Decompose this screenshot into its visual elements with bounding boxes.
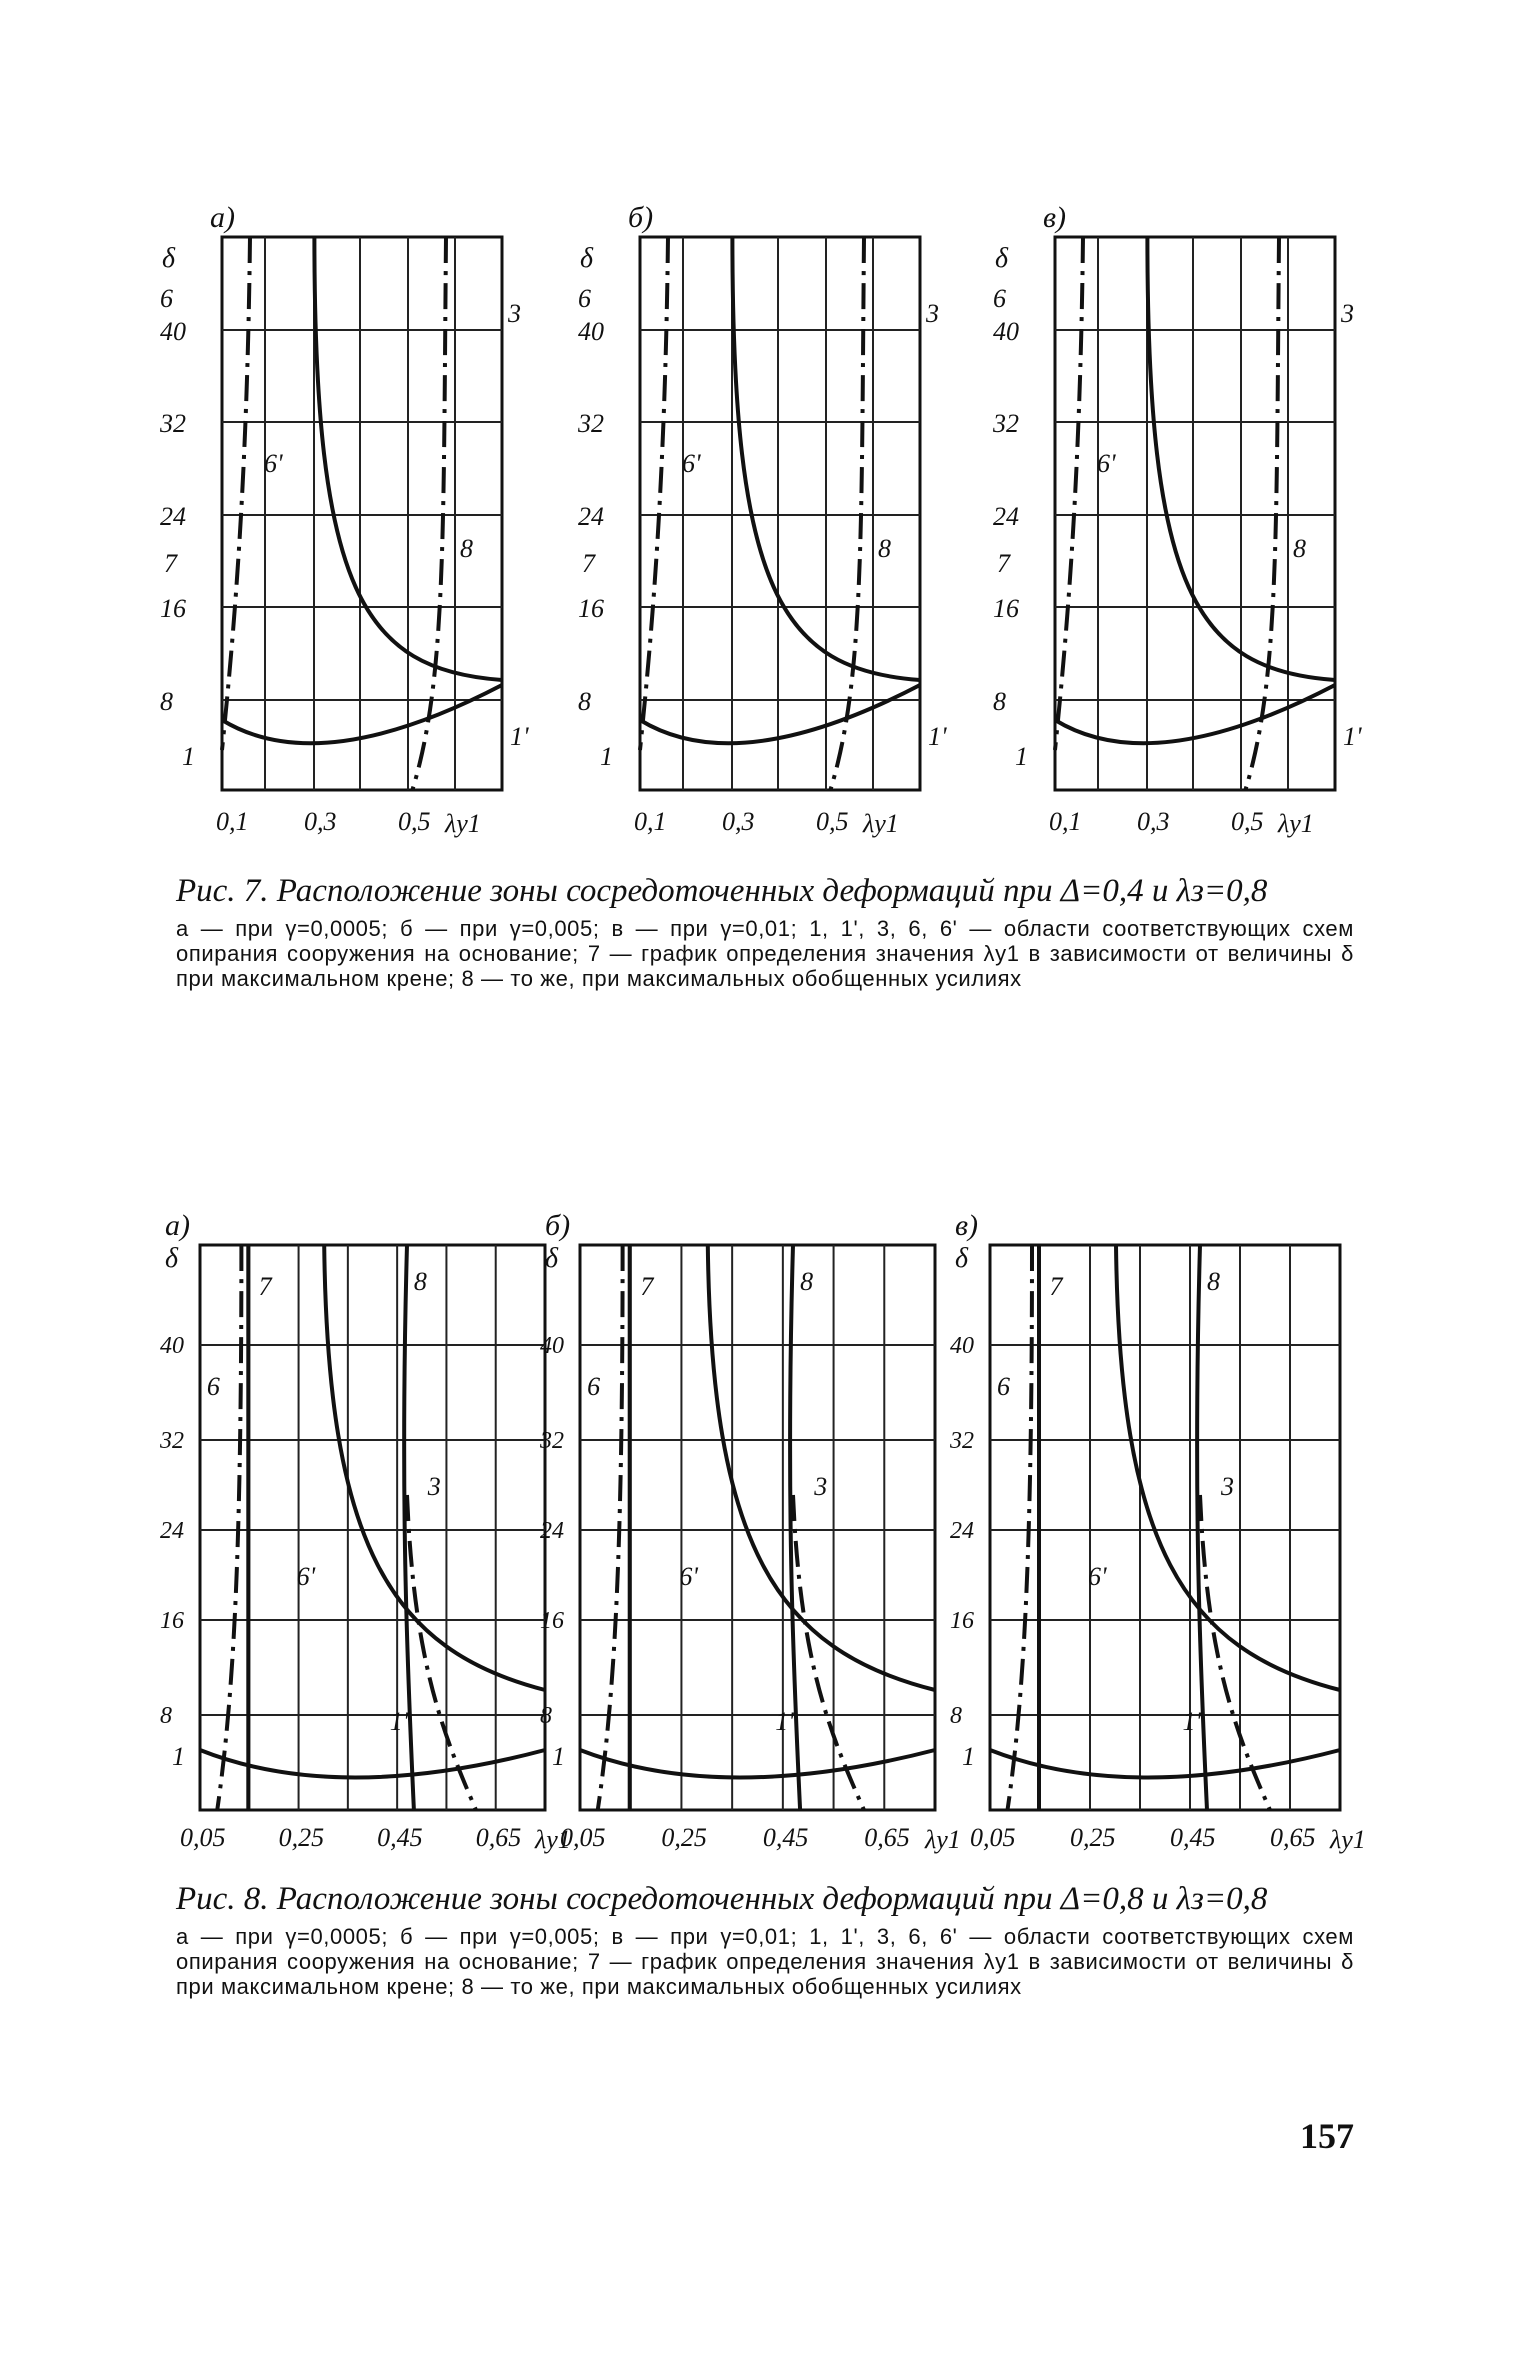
fig7-b-curve-label-6: 6 (578, 284, 591, 313)
fig8-b-curve-label-7: 7 (640, 1272, 654, 1301)
fig8-v-x-tick-label: 0,05 (970, 1823, 1016, 1852)
fig8-a-x-tick-label: 0,45 (377, 1823, 423, 1852)
fig7-a-curve-label-8: 8 (460, 534, 473, 563)
fig8-b-y-tick-label: 24 (540, 1518, 564, 1544)
fig7-b-curve-8 (830, 237, 864, 790)
fig8-v-panel-label: в) (955, 1209, 979, 1242)
fig7-a-x-tick-label: 0,1 (216, 807, 249, 836)
fig7-a-y-tick-label: 8 (160, 687, 173, 716)
fig7-b-panel-label: б) (628, 201, 654, 234)
fig8-b-frame (580, 1245, 935, 1810)
fig8-a-x-axis-symbol: λy1 (535, 1825, 571, 1854)
fig8-v-x-tick-label: 0,25 (1070, 1823, 1116, 1852)
fig8-v-frame (990, 1245, 1340, 1810)
fig7-v-y-tick-label: 32 (993, 409, 1019, 438)
fig8-v-curve-6prime (1116, 1245, 1340, 1690)
fig7-b-y-tick-label: 8 (578, 687, 591, 716)
fig8-b-y-tick-label: 32 (540, 1428, 564, 1454)
fig8-b-x-tick-label: 0,05 (560, 1823, 606, 1852)
fig8-a-curve-3 (407, 1495, 476, 1810)
fig8-b-x-tick-label: 0,65 (864, 1823, 910, 1852)
fig8-a-x-tick-label: 0,25 (278, 1823, 325, 1852)
fig8-a-y-tick-label: 40 (160, 1333, 184, 1359)
figure-7-caption (176, 872, 1354, 991)
figure-8-caption-title: Рис. 8. Расположение зоны сосредоточенных деформаций при Δ=0,8 и λз=0,8 (176, 1881, 1268, 1917)
fig8-v-y-tick-label: 16 (950, 1608, 974, 1634)
fig8-v-x-tick-label: 0,65 (1270, 1823, 1316, 1852)
fig7-a-y-axis-symbol: δ (162, 243, 176, 274)
fig7-b-curve-7 (640, 237, 668, 750)
fig7-b-x-tick-label: 0,5 (816, 807, 849, 836)
fig7-b-y-tick-label: 40 (578, 317, 604, 346)
fig7-a-curve-label-7: 7 (164, 549, 177, 578)
fig7-a-panel-label: a) (210, 201, 235, 234)
fig7-a-curve-8 (412, 237, 446, 790)
fig7-v-curve-label-1: 1 (1015, 742, 1028, 771)
fig8-b-curve-1 (580, 1750, 935, 1778)
figure-7-caption-body: а — при γ=0,0005; б — при γ=0,005; в — при γ=0,01; 1, 1', 3, 6, 6' — области соответствующих схем опирания сооружения на основание; 7 — график определения значения λу1 в зависимости от величины δ при максимальном крене; 8 — то же, при максимальных обобщенных усилиях (176, 916, 1354, 991)
fig8-a-curve-label-1: 1 (172, 1742, 185, 1771)
fig8-b-y-axis-symbol: δ (545, 1243, 559, 1274)
fig7-b-x-axis-symbol: λy1 (863, 809, 899, 838)
fig8-b-x-tick-label: 0,25 (661, 1823, 707, 1852)
fig7-a-curve-label-1prime: 1' (510, 722, 529, 751)
fig8-b-curve-3 (793, 1495, 864, 1810)
fig8-v-curve-label-1prime: 1' (1182, 1707, 1202, 1736)
fig8-b-panel-label: б) (545, 1209, 571, 1242)
fig7-v-y-axis-symbol: δ (995, 243, 1009, 274)
fig7-a-curve-label-3: 3 (508, 299, 521, 328)
fig8-a-y-tick-label: 8 (160, 1703, 172, 1729)
fig8-v-y-axis-symbol: δ (955, 1243, 969, 1274)
fig8-v-y-tick-label: 24 (950, 1518, 974, 1544)
fig8-b-curve-label-6: 6 (587, 1372, 601, 1401)
fig8-b-curve-label-6prime: 6' (679, 1562, 698, 1591)
fig7-a-y-tick-label: 40 (160, 317, 186, 346)
fig8-v-curve-3 (1200, 1495, 1270, 1810)
figure-8-caption (176, 1880, 1354, 1999)
fig8-a-curve-label-8: 8 (413, 1267, 427, 1296)
fig7-b-x-tick-label: 0,1 (634, 807, 667, 836)
fig7-v-curve-label-1prime: 1' (1343, 722, 1362, 751)
fig8-a-curve-label-6: 6 (206, 1372, 220, 1401)
fig8-v-curve-label-6prime: 6' (1088, 1562, 1107, 1591)
fig7-b-curve-label-8: 8 (878, 534, 891, 563)
fig7-a-y-tick-label: 32 (160, 409, 186, 438)
fig8-a-y-tick-label: 24 (160, 1518, 184, 1544)
fig8-b-y-tick-label: 8 (540, 1703, 552, 1729)
fig7-v-curve-label-3: 3 (1341, 299, 1354, 328)
fig8-a-curve-label-1prime: 1' (389, 1707, 409, 1736)
fig8-b-y-tick-label: 40 (540, 1333, 564, 1359)
fig7-a-x-tick-label: 0,3 (304, 807, 337, 836)
fig7-a-y-tick-label: 24 (160, 502, 186, 531)
fig7-v-curve-label-6: 6 (993, 284, 1006, 313)
fig7-a-y-tick-label: 16 (160, 594, 186, 623)
fig8-v-curve-label-8: 8 (1207, 1267, 1220, 1296)
fig8-v-y-tick-label: 8 (950, 1703, 962, 1729)
fig7-v-x-tick-label: 0,5 (1231, 807, 1264, 836)
fig8-a-x-tick-label: 0,05 (180, 1823, 226, 1852)
fig7-b-curve-label-1: 1 (600, 742, 613, 771)
fig8-v-curve-1 (990, 1750, 1340, 1778)
fig8-v-y-tick-label: 32 (950, 1428, 974, 1454)
fig8-a-y-tick-label: 16 (160, 1608, 184, 1634)
fig7-a-curve-label-1: 1 (182, 742, 195, 771)
fig8-a-curve-label-3: 3 (427, 1472, 441, 1501)
fig8-a-x-tick-label: 0,65 (475, 1823, 522, 1852)
fig7-a-x-tick-label: 0,5 (398, 807, 431, 836)
fig7-b-curve-label-6prime: 6' (682, 449, 701, 478)
fig8-a-curve-6prime (324, 1245, 545, 1690)
fig8-b-x-tick-label: 0,45 (762, 1823, 809, 1852)
fig7-b-y-tick-label: 16 (578, 594, 604, 623)
fig7-v-x-tick-label: 0,1 (1049, 807, 1082, 836)
fig8-a-curve-label-7: 7 (258, 1272, 272, 1301)
fig7-v-y-tick-label: 16 (993, 594, 1019, 623)
fig7-a-curve-label-6: 6 (160, 284, 173, 313)
fig7-b-x-tick-label: 0,3 (722, 807, 755, 836)
fig8-b-y-tick-label: 16 (540, 1608, 564, 1634)
fig8-v-curve-label-6: 6 (997, 1372, 1010, 1401)
fig7-v-curve-7 (1055, 237, 1083, 750)
figure-8-caption-body: а — при γ=0,0005; б — при γ=0,005; в — при γ=0,01; 1, 1', 3, 6, 6' — области соответствующих схем опирания сооружения на основание; 7 — график определения значения λу1 в зависимости от величины δ при максимальном крене; 8 — то же, при максимальных обобщенных усилиях (176, 1924, 1354, 1999)
fig7-v-panel-label: в) (1043, 201, 1067, 234)
fig7-v-curve-label-8: 8 (1293, 534, 1306, 563)
fig7-a-curve-label-6prime: 6' (264, 449, 283, 478)
figure-7-caption-title: Рис. 7. Расположение зоны сосредоточенных деформаций при Δ=0,4 и λз=0,8 (176, 873, 1268, 909)
fig8-v-curve-6 (1008, 1245, 1033, 1810)
fig8-v-x-tick-label: 0,45 (1170, 1823, 1216, 1852)
fig8-a-frame (200, 1245, 545, 1810)
fig8-b-curve-label-3: 3 (814, 1472, 828, 1501)
fig7-b-y-tick-label: 24 (578, 502, 604, 531)
fig8-a-panel-label: а) (165, 1209, 190, 1242)
fig7-v-x-axis-symbol: λy1 (1278, 809, 1314, 838)
fig8-b-x-axis-symbol: λy1 (925, 1825, 961, 1854)
fig8-v-x-axis-symbol: λy1 (1330, 1825, 1366, 1854)
fig8-v-y-tick-label: 40 (950, 1333, 974, 1359)
fig7-b-curve-label-1prime: 1' (928, 722, 947, 751)
fig8-b-curve-6 (598, 1245, 623, 1810)
fig8-a-curve-label-6prime: 6' (296, 1562, 316, 1591)
fig8-a-curve-6 (217, 1245, 241, 1810)
fig8-b-curve-label-1prime: 1' (775, 1707, 794, 1736)
fig7-v-curve-label-7: 7 (997, 549, 1010, 578)
fig8-b-curve-6prime (708, 1245, 935, 1690)
fig7-v-x-tick-label: 0,3 (1137, 807, 1170, 836)
fig8-a-y-tick-label: 32 (160, 1428, 184, 1454)
fig8-v-curve-label-7: 7 (1049, 1272, 1063, 1301)
fig7-v-y-tick-label: 8 (993, 687, 1006, 716)
fig7-b-y-axis-symbol: δ (580, 243, 594, 274)
fig8-v-curve-label-1: 1 (962, 1742, 975, 1771)
fig7-b-curve-label-7: 7 (582, 549, 595, 578)
fig8-b-curve-label-1: 1 (552, 1742, 565, 1771)
fig7-v-y-tick-label: 40 (993, 317, 1019, 346)
page-number: 157 (1300, 2116, 1354, 2156)
figure-7-charts (0, 0, 1535, 890)
fig7-b-curve-label-3: 3 (926, 299, 939, 328)
fig8-b-curve-label-8: 8 (800, 1267, 814, 1296)
fig8-v-curve-label-3: 3 (1221, 1472, 1234, 1501)
fig8-a-curve-1 (200, 1750, 545, 1778)
fig7-b-y-tick-label: 32 (578, 409, 604, 438)
fig7-v-curve-label-6prime: 6' (1097, 449, 1116, 478)
figure-8-charts (0, 1170, 1535, 1870)
fig7-a-x-axis-symbol: λy1 (445, 809, 481, 838)
fig7-v-y-tick-label: 24 (993, 502, 1019, 531)
fig7-v-curve-8 (1245, 237, 1279, 790)
fig7-a-curve-7 (222, 237, 250, 750)
fig8-a-y-axis-symbol: δ (165, 1243, 179, 1274)
